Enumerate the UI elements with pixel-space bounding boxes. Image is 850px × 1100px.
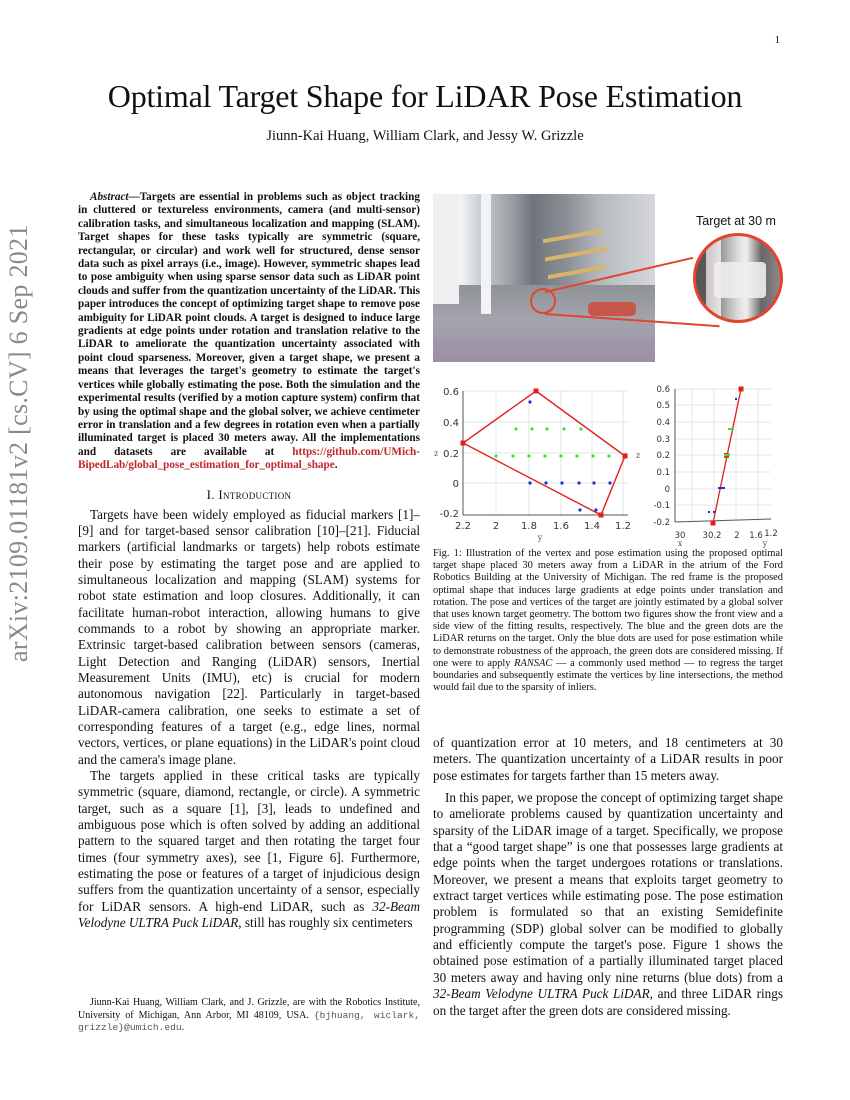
introduction-body	[78, 507, 420, 932]
svg-text:1.6: 1.6	[553, 521, 569, 532]
svg-text:1.2: 1.2	[764, 529, 778, 539]
section-title: Introduction	[218, 486, 292, 502]
arxiv-stamp: arXiv:2109.01181v2 [cs.CV] 6 Sep 2021	[4, 224, 33, 662]
intro-paragraph-3	[433, 790, 783, 1019]
ransac-emphasis: RANSAC	[514, 657, 553, 669]
svg-text:y: y	[762, 539, 768, 548]
author-emails: {bjhuang, wiclark, grizzle}@umich.edu	[78, 1009, 420, 1033]
caption-text: — a commonly used method — to regress the target boundaries and subsequently estimate the vertices by line intersections, the method would fail due to the sparsity of inliers.	[433, 657, 784, 694]
zoom-label: Target at 30 m	[696, 214, 776, 228]
vertex-marker	[711, 521, 716, 526]
svg-text:2: 2	[734, 531, 740, 541]
svg-text:-0.2: -0.2	[653, 518, 670, 528]
abstract-lead: Abstract	[90, 191, 129, 203]
abstract	[78, 191, 420, 473]
affiliation-footnote	[78, 997, 420, 1035]
svg-text:1.2: 1.2	[615, 521, 631, 532]
svg-text:1.4: 1.4	[584, 521, 600, 532]
abstract-text: —Targets are essential in problems such as object tracking in cluttered or textureless environments, camera (and multi-sensor) calibration tasks, and simultaneous localization and mapping (SLAM). Target shapes for these tasks typically are symmetric (square, rectangular, or circular) and work well for structured, dense sensor data such as pixel arrays (i.e., image). However, symmetric shapes lead to pose ambiguity when using sparse sensor data such as LiDAR point clouds and suffer from the quantization uncertainty of the LiDAR. This paper introduces the concept of optimizing target shape to remove pose ambiguity for LiDAR point clouds. A target is designed to induce large gradients at edge points under rotation and translation relative to the LiDAR to ameliorate the quantization uncertainty associated with point cloud sparseness. Moreover, given a target shape, we present a means that leverages the target's geometry to estimate the target's vertices while globally estimating the pose. Both the simulation and the experimental results (verified by a motion capture system) confirm that by using the optimal shape and the global solver, we achieve centimeter error in translation and a few degrees in rotation even when a partially illuminated target is placed 30 meters away. All the implementations and datasets are available at	[78, 191, 420, 458]
intro-paragraph-1: Targets have been widely employed as fiducial markers [1]–[9] and for target-based sensor calibration [10]–[21]. Fiducial markers (artificial landmarks or targets) help robots estimate their pose by estimating the target pose and are applied to simultaneous localization and mapping (SLAM) systems for robot state estimation and loop closures. Additionally, it can facilitate human-robot interaction, allowing humans to give commands to a robot by showing an appropriate marker. Extrinsic target-based calibration between sensors (cameras, Light Detection and Ranging (LiDAR) sensors, Inertial Measurement Units (IMU), etc) is crucial for modern autonomous navigation [22]. Particularly in target-based LiDAR-camera calibration, one seeks to estimate a set of corresponding features of a target (e.g., edge lines, normal vectors, vertices, or plane equations) in the LiDAR's point cloud and the camera's image plane.	[78, 506, 420, 767]
svg-text:1.6: 1.6	[749, 531, 763, 541]
grid-lines	[463, 391, 628, 515]
photo-balcony	[545, 247, 607, 262]
svg-text:0.1: 0.1	[656, 468, 670, 478]
footnote-text: Jiunn-Kai Huang, William Clark, and J. Grizzle, are with the Robotics Institute, University of Michigan, Ann Arbor, MI 48109, USA.	[78, 997, 420, 1021]
paper-title: Optimal Target Shape for LiDAR Pose Estimation	[107, 78, 743, 114]
text-span: In this paper, we propose the concept of optimizing target shape to ameliorate problems caused by quantization uncertainty and sparsity of the LiDAR image of a target. Specifically, we propose that a “good target shape” is one that possesses large gradients at edge points when the target undergoes rotations or translations. Moreover, we present a means that exploits target geometry to extract target vertices while estimating pose. The pose estimation problem is formulated so that an existing Semidefinite programming (SDP) global solver can be modified to globally and efficiently compute the target's pose. Figure 1 shows the obtained pose estimation of a partially illuminated target placed 30 meters away and having only nine returns (blue dots) from a	[433, 790, 783, 985]
lidar-model-emphasis: 32-Beam Velodyne ULTRA Puck LiDAR	[78, 898, 420, 931]
text-span: , still has roughly six centimeters	[238, 915, 413, 931]
footnote-end: .	[181, 1022, 185, 1033]
section-numeral: I.	[206, 486, 215, 502]
abstract-end: .	[334, 459, 338, 472]
front-view-svg	[436, 380, 636, 545]
svg-text:-0.2: -0.2	[439, 509, 459, 520]
lidar-model-emphasis: 32-Beam Velodyne ULTRA Puck LiDAR	[433, 986, 650, 1002]
author-list: Jiunn-Kai Huang, William Clark, and Jessy W. Grizzle	[266, 128, 584, 144]
zoomed-target-inset	[693, 233, 783, 323]
text-span: The targets applied in these critical tasks are typically symmetric (square, diamond, rectangle, or circle). A symmetric target, such as a square [1], [3], leads to undefined and ambiguous pose which is often solved by adding an additional pattern to the squared target and then rotating the target four times (four symmetry axes), see [1, Figure 6]. Furthermore, estimating the pose or features of a target of injudicious design suffers from the quantization uncertainty of a sensor, especially for LiDAR sensors. A high-end LiDAR, such as	[78, 768, 420, 914]
svg-text:2.2: 2.2	[455, 521, 471, 532]
svg-text:2: 2	[492, 521, 500, 532]
svg-text:0.5: 0.5	[656, 401, 670, 411]
side-view-svg	[636, 378, 786, 548]
svg-text:y: y	[537, 533, 543, 542]
intro-paragraph-2	[78, 768, 420, 931]
photo-window	[433, 194, 459, 304]
target-pixels	[714, 262, 766, 298]
side-view-plot	[636, 378, 786, 548]
svg-text:0.4: 0.4	[443, 418, 459, 429]
svg-text:0.6: 0.6	[443, 387, 459, 398]
left-column	[78, 191, 420, 931]
svg-text:0.2: 0.2	[443, 449, 459, 460]
section-heading-introduction	[78, 487, 420, 503]
page-number: 1	[774, 34, 780, 46]
right-column-body	[433, 735, 783, 1019]
svg-text:1.8: 1.8	[521, 521, 537, 532]
text-span: , and three LiDAR rings on the target after the green dots are considered missing.	[433, 986, 783, 1018]
vertex-marker	[739, 387, 744, 392]
photo-balcony	[548, 265, 606, 279]
svg-text:30.2: 30.2	[702, 531, 722, 541]
svg-text:0.4: 0.4	[656, 418, 670, 428]
figure-caption	[433, 548, 783, 694]
svg-text:30: 30	[674, 531, 686, 541]
caption-text: Fig. 1: Illustration of the vertex and pose estimation using the proposed optimal target shape placed 30 meters away from a LiDAR in the atrium of the Ford Robotics Building at the University of Michigan. The red frame is the proposed optimal shape that induces large gradients at edge points under translation and rotation. The pose and vertices of the target are jointly estimated by a global solver that uses known target geometry. The bottom two figures show the front view and a side view of the fitting results, respectively. The blue and the green dots are the LiDAR returns on the target. Only the blue dots are used for pose estimation while to demonstrate robustness of the approach, the green dots are considered missing. If one were to apply	[433, 548, 783, 669]
svg-text:z: z	[636, 451, 641, 460]
photo-sofa	[588, 302, 636, 316]
blue-returns	[528, 400, 611, 511]
intro-paragraph-2-continued: of quantization error at 10 meters, and 18 centimeters at 30 meters. The quantization uncertainty of a LiDAR results in poor pose estimates for targets farther than 15 meters away.	[433, 735, 783, 783]
grid-lines	[675, 389, 771, 522]
svg-text:0: 0	[452, 479, 459, 490]
target-highlight-circle	[530, 288, 556, 314]
svg-text:z: z	[434, 449, 439, 458]
svg-text:0: 0	[664, 485, 670, 495]
svg-text:-0.1: -0.1	[653, 501, 670, 511]
svg-text:0.2: 0.2	[656, 451, 670, 461]
svg-text:0.3: 0.3	[656, 435, 670, 445]
github-link[interactable]: https://github.com/UMich-BipedLab/global_pose_estimation_for_optimal_shape	[78, 445, 420, 472]
front-view-plot	[436, 380, 636, 545]
photo-pillar	[481, 194, 491, 314]
svg-text:0.6: 0.6	[656, 385, 670, 395]
svg-text:x: x	[677, 539, 683, 548]
atrium-photo	[433, 194, 655, 362]
photo-balcony	[543, 229, 603, 244]
